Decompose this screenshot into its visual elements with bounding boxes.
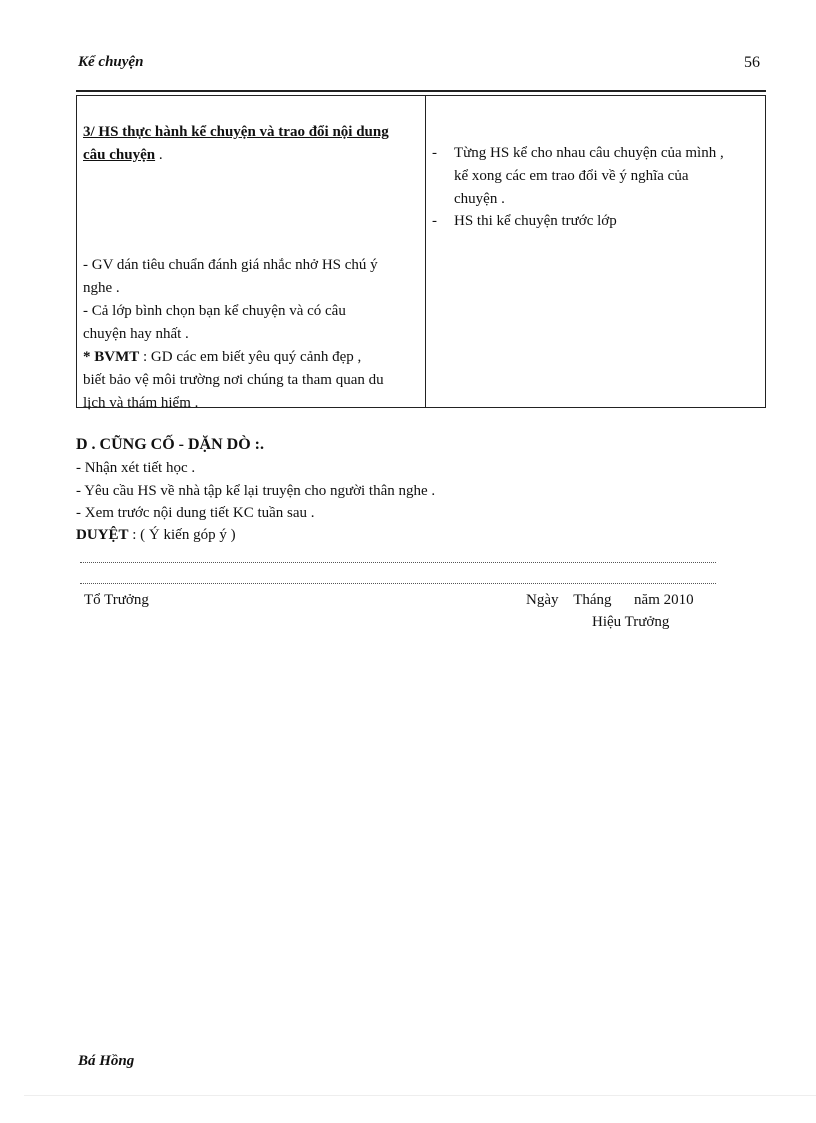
instruction-line: - Cả lớp bình chọn bạn kể chuyện và có câu: [83, 303, 346, 319]
approval-line: [76, 524, 766, 546]
student-activity-1: [432, 142, 762, 211]
activity-heading-line1: 3/ HS thực hành kể chuyện và trao đổi nội dung: [83, 124, 389, 140]
header-divider: [76, 90, 766, 92]
page-bottom-edge: [24, 1095, 816, 1096]
comment-line: [80, 562, 716, 563]
teacher-instructions: [83, 254, 423, 415]
page-number: 56: [744, 54, 760, 71]
to-truong-label: Tổ Trưởng: [84, 592, 149, 608]
footer-author: Bá Hồng: [78, 1053, 135, 1069]
activity-heading-tail: .: [155, 147, 163, 163]
activity-line: HS thi kể chuyện trước lớp: [454, 213, 617, 229]
list-dash: -: [432, 213, 437, 229]
instruction-line: biết bảo vệ môi trường nơi chúng ta tham quan du: [83, 372, 384, 388]
activity-line: chuyện .: [454, 191, 505, 207]
instruction-line: lịch và thám hiểm .: [83, 395, 199, 411]
comment-line: [80, 583, 716, 584]
list-dash: -: [432, 145, 437, 161]
header-subject: Kể chuyện: [78, 54, 144, 70]
section-d-title: D . CŨNG CỐ - DẶN DÒ :.: [76, 436, 264, 453]
activity-heading: [83, 121, 423, 167]
activity-line: kể xong các em trao đổi về ý nghĩa của: [454, 168, 689, 184]
bvmt-text: : GD các em biết yêu quý cảnh đẹp ,: [139, 349, 362, 365]
instruction-line: - GV dán tiêu chuẩn đánh giá nhắc nhở HS chú ý: [83, 257, 378, 273]
section-d-item: - Xem trước nội dung tiết KC tuần sau .: [76, 505, 315, 521]
bvmt-label: * BVMT: [83, 349, 140, 365]
instruction-line: chuyện hay nhất .: [83, 326, 189, 342]
approval-label: DUYỆT: [76, 527, 129, 543]
table-column-divider: [425, 95, 426, 408]
section-d-item: - Yêu cầu HS về nhà tập kể lại truyện cho người thân nghe .: [76, 483, 436, 499]
student-activity-2: [432, 210, 762, 233]
activity-heading-line2: câu chuyện: [83, 147, 156, 163]
instruction-line: nghe .: [83, 280, 120, 296]
hieu-truong-label: Hiệu Trưởng: [592, 614, 670, 630]
section-d-item: - Nhận xét tiết học .: [76, 460, 196, 476]
activity-line: Từng HS kể cho nhau câu chuyện của mình ,: [454, 145, 724, 161]
date-line: Ngày Tháng năm 2010: [526, 592, 694, 608]
approval-note: : ( Ý kiến góp ý ): [128, 527, 236, 543]
bvmt-line: [83, 346, 423, 369]
